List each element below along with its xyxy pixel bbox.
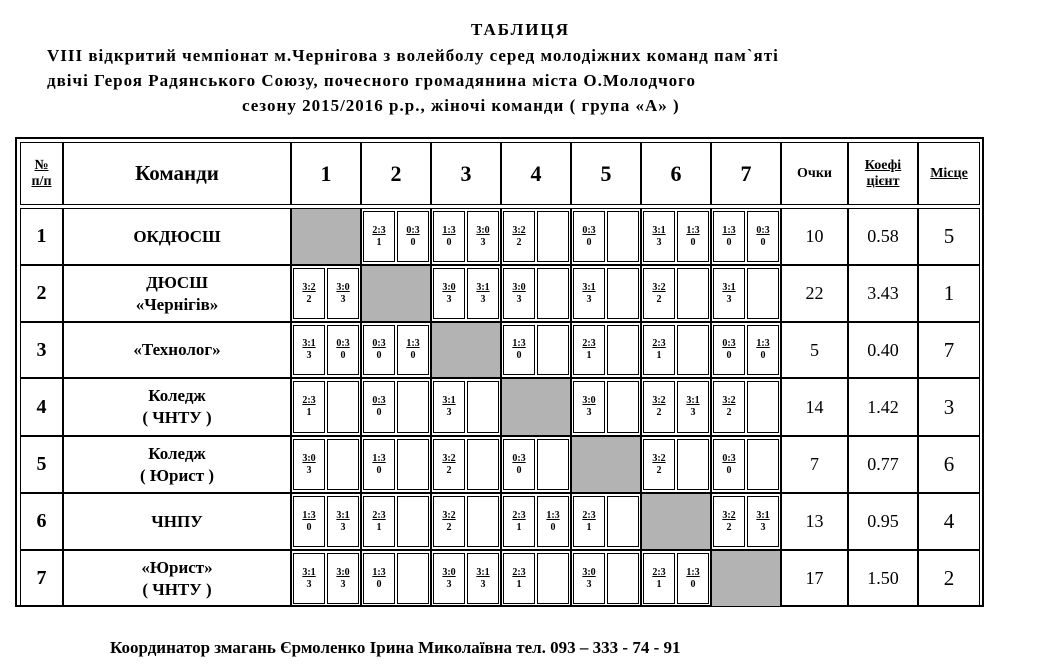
subtitle-line-3: сезону 2015/2016 р.р., жіночі команди ( група «А» )	[242, 96, 680, 115]
match-score: 3:0 3	[573, 381, 605, 433]
empty-score-box	[607, 496, 639, 547]
empty-score-box	[327, 381, 359, 433]
match-score: 3:0 3	[293, 439, 325, 490]
match-score: 0:3 0	[713, 325, 745, 375]
empty-score-box	[537, 439, 569, 490]
empty-score-box	[607, 268, 639, 319]
empty-score-box	[607, 381, 639, 433]
match-score: 1:3 0	[537, 496, 569, 547]
match-score: 2:3 1	[573, 496, 605, 547]
place-value: 5	[918, 208, 980, 265]
match-score: 3:1 3	[293, 553, 325, 604]
match-score: 1:3 0	[433, 211, 465, 262]
team-name: Коледж ( Юрист )	[63, 436, 291, 493]
match-score: 0:3 0	[397, 211, 429, 262]
empty-score-box	[537, 325, 569, 375]
row-number: 7	[20, 550, 63, 607]
points-value: 14	[781, 378, 848, 436]
match-score: 2:3 1	[363, 496, 395, 547]
match-score: 1:3 0	[293, 496, 325, 547]
empty-score-box	[747, 439, 779, 490]
match-score: 3:0 3	[327, 553, 359, 604]
match-score: 3:1 3	[677, 381, 709, 433]
match-score: 2:3 1	[573, 325, 605, 375]
team-name: ДЮСШ «Чернігів»	[63, 265, 291, 322]
match-score: 3:1 3	[293, 325, 325, 375]
empty-score-box	[467, 381, 499, 433]
team-name: ОКДЮСШ	[63, 208, 291, 265]
match-score: 1:3 0	[397, 325, 429, 375]
self-match-cell	[361, 265, 431, 322]
empty-score-box	[467, 496, 499, 547]
self-match-cell	[711, 550, 781, 607]
page-title: ТАБЛИЦЯ	[471, 20, 570, 39]
match-score: 3:1 3	[643, 211, 675, 262]
row-number: 5	[20, 436, 63, 493]
empty-score-box	[677, 325, 709, 375]
match-score: 3:2 2	[643, 268, 675, 319]
self-match-cell	[431, 322, 501, 378]
match-score: 0:3 0	[503, 439, 535, 490]
header-points: Очки	[781, 142, 848, 205]
match-score: 3:1 3	[573, 268, 605, 319]
place-value: 2	[918, 550, 980, 607]
empty-score-box	[537, 211, 569, 262]
match-score: 2:3 1	[643, 325, 675, 375]
match-score: 1:3 0	[677, 553, 709, 604]
standings-table	[15, 137, 984, 607]
match-score: 3:0 3	[433, 268, 465, 319]
match-score: 3:2 2	[643, 439, 675, 490]
match-score: 3:2 2	[713, 381, 745, 433]
place-value: 4	[918, 493, 980, 550]
match-score: 1:3 0	[503, 325, 535, 375]
match-score: 3:0 3	[327, 268, 359, 319]
team-name: ЧНПУ	[63, 493, 291, 550]
team-name: «Технолог»	[63, 322, 291, 378]
empty-score-box	[677, 268, 709, 319]
row-number: 1	[20, 208, 63, 265]
header-opponent-2: 2	[361, 142, 431, 205]
match-score: 0:3 0	[363, 325, 395, 375]
empty-score-box	[397, 496, 429, 547]
match-score: 3:2 2	[433, 496, 465, 547]
match-score: 0:3 0	[747, 211, 779, 262]
empty-score-box	[537, 268, 569, 319]
place-value: 3	[918, 378, 980, 436]
match-score: 1:3 0	[747, 325, 779, 375]
match-score: 3:2 2	[433, 439, 465, 490]
coefficient-value: 0.95	[848, 493, 918, 550]
match-score: 3:0 3	[467, 211, 499, 262]
match-score: 3:0 3	[573, 553, 605, 604]
points-value: 5	[781, 322, 848, 378]
match-score: 3:0 3	[503, 268, 535, 319]
row-number: 6	[20, 493, 63, 550]
empty-score-box	[747, 381, 779, 433]
match-score: 3:2 2	[713, 496, 745, 547]
match-score: 3:1 3	[747, 496, 779, 547]
empty-score-box	[397, 381, 429, 433]
header-teams: Команди	[63, 142, 291, 205]
self-match-cell	[641, 493, 711, 550]
match-score: 2:3 1	[363, 211, 395, 262]
match-score: 0:3 0	[327, 325, 359, 375]
match-score: 0:3 0	[573, 211, 605, 262]
row-number: 2	[20, 265, 63, 322]
match-score: 0:3 0	[363, 381, 395, 433]
self-match-cell	[291, 208, 361, 265]
match-score: 3:1 3	[713, 268, 745, 319]
team-name: Коледж ( ЧНТУ )	[63, 378, 291, 436]
match-score: 2:3 1	[293, 381, 325, 433]
empty-score-box	[607, 325, 639, 375]
header-coefficient: Коефі цієнт	[848, 142, 918, 205]
empty-score-box	[397, 553, 429, 604]
match-score: 1:3 0	[363, 553, 395, 604]
match-score: 3:2 2	[293, 268, 325, 319]
points-value: 7	[781, 436, 848, 493]
match-score: 2:3 1	[643, 553, 675, 604]
match-score: 3:1 3	[433, 381, 465, 433]
match-score: 1:3 0	[363, 439, 395, 490]
header-opponent-5: 5	[571, 142, 641, 205]
coefficient-value: 3.43	[848, 265, 918, 322]
team-name: «Юрист» ( ЧНТУ )	[63, 550, 291, 607]
empty-score-box	[607, 553, 639, 604]
match-score: 0:3 0	[713, 439, 745, 490]
header-opponent-3: 3	[431, 142, 501, 205]
empty-score-box	[677, 439, 709, 490]
empty-score-box	[467, 439, 499, 490]
subtitle-line-1: VIII відкритий чемпіонат м.Чернігова з волейболу серед молодіжних команд пам`яті	[47, 46, 779, 65]
match-score: 3:1 3	[467, 553, 499, 604]
coefficient-value: 0.40	[848, 322, 918, 378]
empty-score-box	[397, 439, 429, 490]
coefficient-value: 0.77	[848, 436, 918, 493]
empty-score-box	[537, 553, 569, 604]
coefficient-value: 1.42	[848, 378, 918, 436]
header-opponent-7: 7	[711, 142, 781, 205]
self-match-cell	[501, 378, 571, 436]
self-match-cell	[571, 436, 641, 493]
header-number: № п/п	[20, 142, 63, 205]
match-score: 3:1 3	[467, 268, 499, 319]
empty-score-box	[327, 439, 359, 490]
match-score: 3:2 2	[643, 381, 675, 433]
coefficient-value: 0.58	[848, 208, 918, 265]
header-opponent-6: 6	[641, 142, 711, 205]
place-value: 7	[918, 322, 980, 378]
match-score: 1:3 0	[713, 211, 745, 262]
match-score: 3:1 3	[327, 496, 359, 547]
header-place: Місце	[918, 142, 980, 205]
place-value: 6	[918, 436, 980, 493]
match-score: 3:0 3	[433, 553, 465, 604]
row-number: 3	[20, 322, 63, 378]
row-number: 4	[20, 378, 63, 436]
match-score: 1:3 0	[677, 211, 709, 262]
place-value: 1	[918, 265, 980, 322]
points-value: 17	[781, 550, 848, 607]
header-opponent-1: 1	[291, 142, 361, 205]
points-value: 10	[781, 208, 848, 265]
coefficient-value: 1.50	[848, 550, 918, 607]
match-score: 2:3 1	[503, 496, 535, 547]
subtitle-line-2: двічі Героя Радянського Союзу, почесного громадянина міста О.Молодчого	[47, 71, 696, 90]
header-opponent-4: 4	[501, 142, 571, 205]
coordinator-contact: Координатор змагань Єрмоленко Ірина Миколаївна тел. 093 – 333 - 74 - 91	[110, 638, 681, 657]
match-score: 3:2 2	[503, 211, 535, 262]
empty-score-box	[607, 211, 639, 262]
points-value: 13	[781, 493, 848, 550]
points-value: 22	[781, 265, 848, 322]
empty-score-box	[747, 268, 779, 319]
match-score: 2:3 1	[503, 553, 535, 604]
